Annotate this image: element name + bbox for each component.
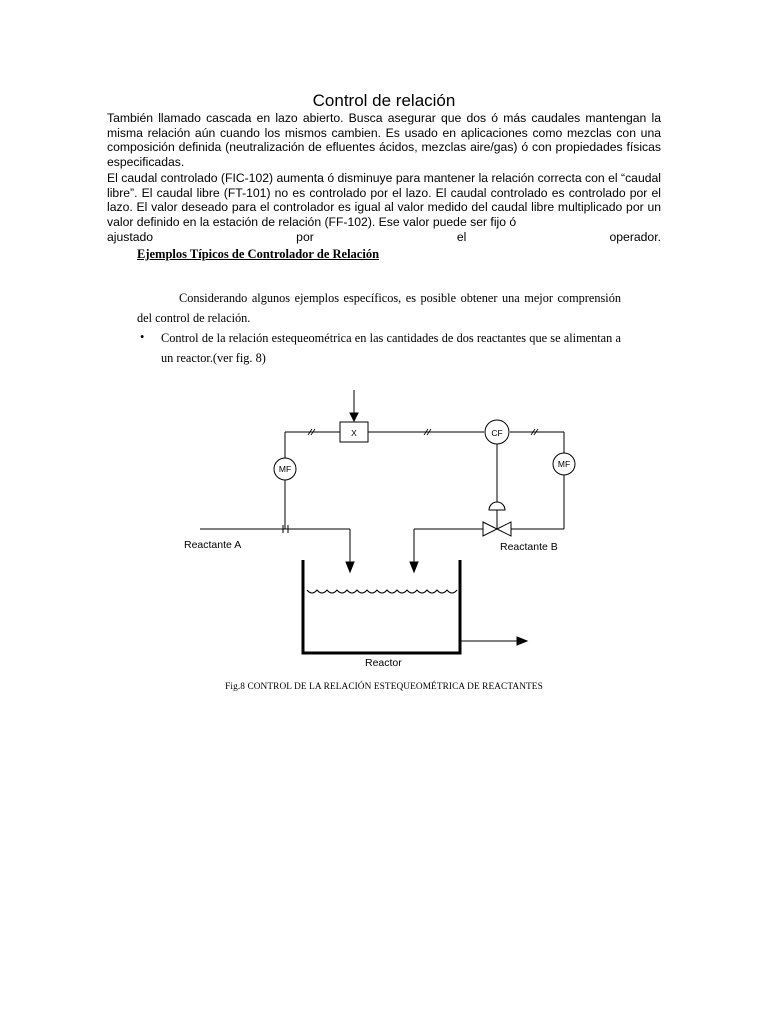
reactor-label: Reactor [365, 657, 402, 669]
control-valve [483, 522, 497, 536]
arrowhead [517, 637, 527, 645]
paragraph-2-body: El caudal controlado (FIC-102) aumenta ó disminuye para mantener la relación correcta con el “caudal libre”. El caudal libre (FT-101) no es controlado por el lazo. El caudal controlado es controlado por el lazo. El valor deseado para el controlador es igual al valor medido del caudal libre multiplicado por un valor definido en la estación de relación (FF-102). Ese valor puede ser fijo ó [107, 171, 661, 230]
intro-paragraph: Considerando algunos ejemplos específicos, es posible obtener una mejor comprensión del control de relación. [137, 291, 621, 325]
valve-actuator [489, 502, 505, 510]
word: operador. [609, 229, 661, 244]
word: por [296, 229, 314, 244]
reactant-a-label: Reactante A [184, 539, 242, 551]
paragraph-2-last-line [107, 230, 661, 245]
liquid-surface [307, 590, 457, 593]
ratio-control-diagram [160, 380, 600, 680]
meter-left-label: MF [278, 464, 292, 474]
paragraph-1: También llamado cascada en lazo abierto. Busca asegurar que dos ó más caudales mantengan la misma relación aún cuando los mismos cambien. Es usado en aplicaciones como mezclas con una composición definida (neutralización de efluentes ácidos, mezclas aire/gas) ó con propiedades físicas especificadas. [107, 111, 661, 170]
word: ajustado [107, 229, 154, 244]
controller-label: CF [491, 428, 503, 438]
section-subheading: Ejemplos Típicos de Controlador de Relación [137, 247, 380, 261]
figure-caption: Fig.8 CONTROL DE LA RELACIÓN ESTEQUEOMÉTRICA DE REACTANTES [225, 682, 543, 692]
page-title: Control de relación [312, 91, 456, 110]
paragraph-2 [107, 171, 661, 245]
reactor-vessel [303, 560, 460, 653]
arrowhead [350, 413, 358, 421]
multiplier-label: X [351, 428, 357, 438]
meter-right-label: MF [557, 459, 571, 469]
arrowhead [410, 562, 418, 572]
arrowhead [346, 562, 354, 572]
control-valve [497, 522, 511, 536]
bullet-text: Control de la relación estequeométrica en las cantidades de dos reactantes que se alimentan a un reactor.(ver fig. 8) [161, 331, 621, 365]
bullet-icon: • [140, 330, 145, 344]
word: el [456, 229, 467, 244]
reactant-b-label: Reactante B [500, 541, 558, 553]
